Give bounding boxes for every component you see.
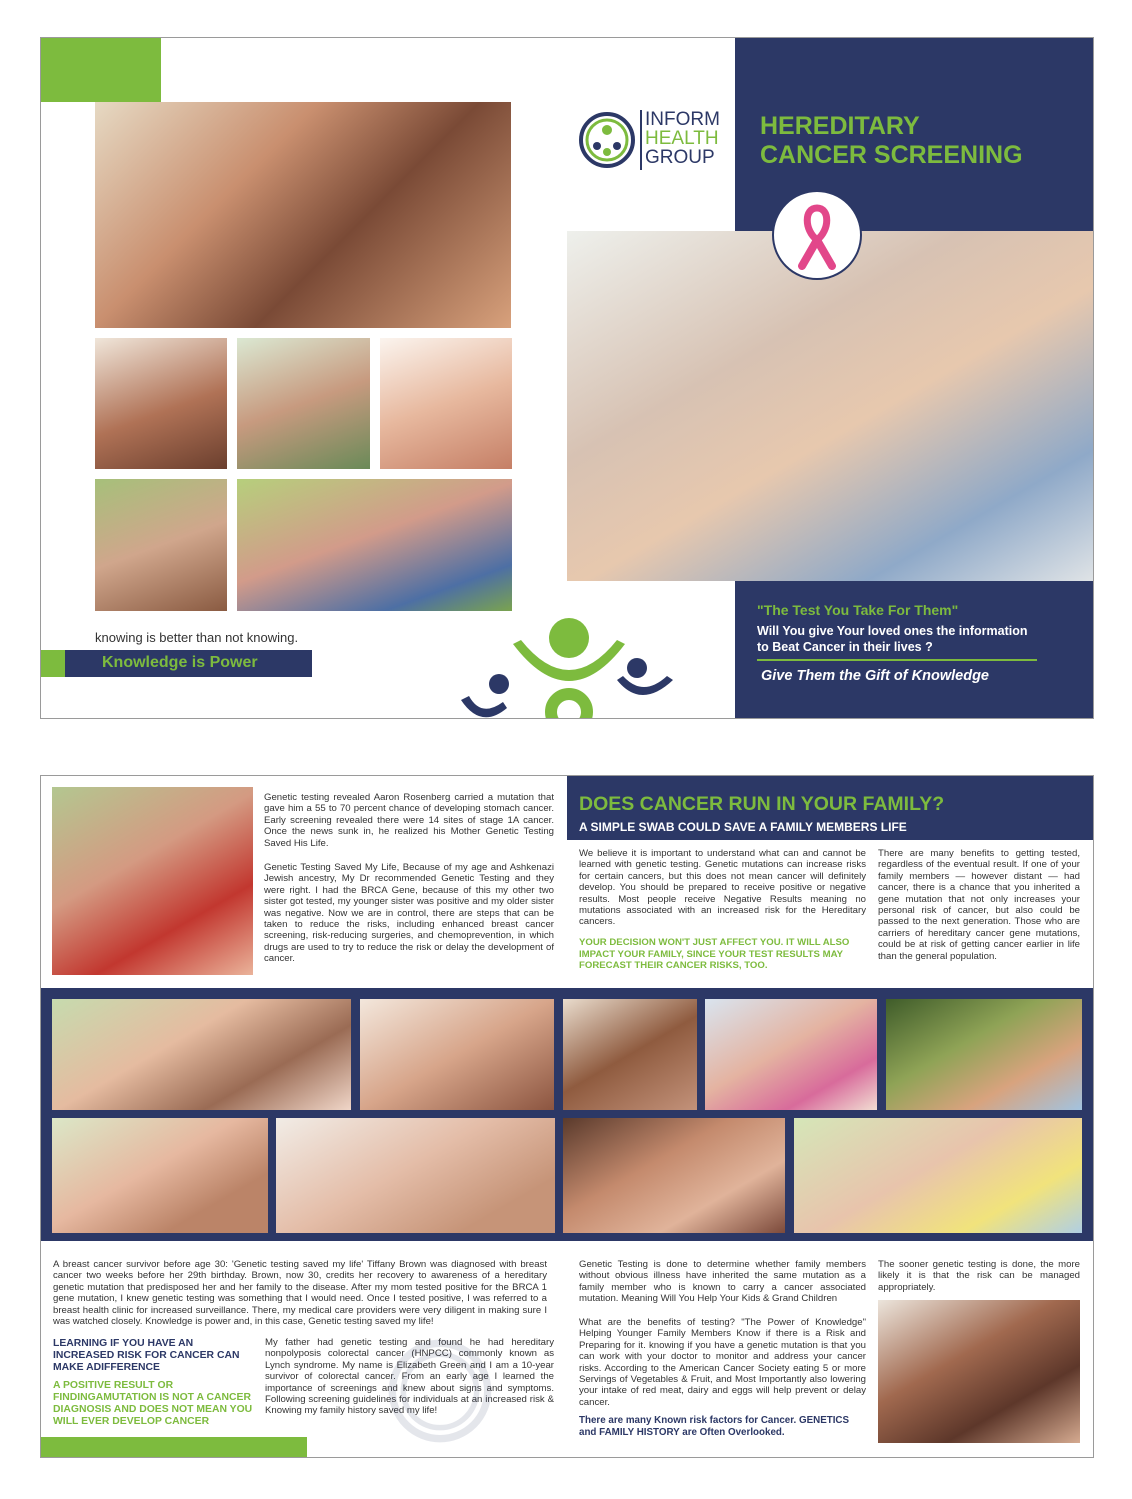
photo-family-outdoors	[237, 479, 512, 611]
positive-highlight: A POSITIVE RESULT OR FINDINGAMUTATION IS NOT A CANCER DIAGNOSIS AND DOES NOT MEAN YOU WILL EVER DEVELOP CANCER	[53, 1380, 253, 1427]
photo-strip-grandpa-kiss	[276, 1118, 555, 1233]
story-elizabeth: My father had genetic testing and found he had hereditary nonpolyposis colorectal cancer (HNPCC) commonly known as Lynch syndrome. My name is Elizabeth Green and I am a 10-year survivor of colorectal cancer. From an early age I learned the importance of screenings and knew about signs and symptoms. Following screening guidelines for individuals at an increased risk & Knowing my family history saved my life!	[265, 1337, 554, 1417]
bottom-green-bar	[41, 1437, 307, 1457]
photo-large-family-group	[52, 787, 253, 975]
inside-heading: DOES CANCER RUN IN YOUR FAMILY?	[579, 793, 945, 815]
photo-strip-mother-baby	[360, 999, 554, 1110]
cover-question-line2: to Beat Cancer in their lives ?	[757, 640, 933, 654]
photo-grandparents-girl	[95, 479, 227, 611]
logo-text-health: HEALTH	[645, 128, 719, 149]
knowledge-power-banner	[65, 650, 312, 677]
photo-strip-family-1	[52, 999, 351, 1110]
ribbon-badge	[772, 190, 862, 280]
col1-highlight: YOUR DECISION WON'T JUST AFFECT YOU. IT WILL ALSO IMPACT YOUR FAMILY, SINCE YOUR TEST RESULTS MAY FORECAST THEIR CANCER RISKS, TOO.	[579, 937, 850, 971]
logo-text-group: GROUP	[645, 147, 715, 168]
cover-panel	[40, 37, 1094, 719]
pink-ribbon-icon	[774, 192, 860, 278]
cover-divider	[757, 659, 1037, 661]
logo-watermark-icon	[385, 1336, 495, 1446]
photo-multigenerational-family	[95, 102, 511, 328]
photo-strip-three-generations	[52, 1118, 268, 1233]
cover-title-line1: HEREDITARY	[760, 112, 920, 140]
photo-strip-family-2	[794, 1118, 1082, 1233]
story-aaron: Genetic testing revealed Aaron Rosenberg carried a mutation that gave him a 55 to 70 percent chance of developing stomach cancer. Early screening revealed there were 14 sites of stage 1A cancer. Once the news sunk in, he realized his Mother Genetic Testing Saved His Life.	[264, 792, 554, 849]
photo-grandmother-hug	[95, 338, 227, 469]
col1-body: We believe it is important to understand what can and cannot be learned with genetic testing. Genetic mutations can increase risks for certain cancers, but this does not mean cancer will definitely develop. You should be prepared to receive positive or negative results. Most people receive Negative Results meaning no mutations associated with an increased risk for the Hereditary cancers.	[579, 848, 866, 928]
story-tiffany: A breast cancer survivor before age 30: 'Genetic testing saved my life' Tiffany Brown was diagnosed with breast cancer two weeks before her 29th birthday. Brown, now 30, credits her recovery to awareness of a hereditary genetic mutation that predisposed her and her family to the disease. After my mom tested positive for the BRCA 1 gene mutation, I knew genetic testing was something that I would need. Once I tested positive, I was referred to a breast health clinic for increased surveillance. There, my medical care providers were very diligent in making sure I was watched closely. Knowledge is power and, in this case, Genetic testing saved my life!	[53, 1259, 547, 1328]
logo-divider	[640, 110, 642, 170]
col3-p1: Genetic Testing is done to determine whether family members without obvious illness have inherited the same mutation as a family member who is known to carry a cancer associated mutation. Meaning Will You Help Your Kids & Grand Children	[579, 1259, 866, 1305]
learning-highlight: LEARNING IF YOU HAVE AN INCREASED RISK FOR CANCER CAN MAKE ADIFFERENCE	[53, 1338, 240, 1373]
photo-grandmother-girl	[380, 338, 512, 469]
cover-quote: "The Test You Take For Them"	[757, 602, 959, 618]
knowledge-power-text: Knowledge is Power	[102, 654, 258, 671]
green-corner-block	[41, 38, 161, 102]
cover-gift: Give Them the Gift of Knowledge	[761, 668, 989, 684]
photo-strip-grandparents	[705, 999, 877, 1110]
photo-strip-women-child	[563, 1118, 785, 1233]
logo-text-inform: INFORM	[645, 109, 720, 130]
green-accent-bar	[41, 650, 65, 677]
photo-grandfather-granddaughter	[878, 1300, 1080, 1443]
cover-title-line2: CANCER SCREENING	[760, 141, 1023, 169]
col3-highlight: There are many Known risk factors for Cancer. GENETICS and FAMILY HISTORY are Often Overlooked.	[579, 1415, 850, 1438]
inside-subheading: A SIMPLE SWAB COULD SAVE A FAMILY MEMBERS LIFE	[579, 820, 907, 834]
col4-body: The sooner genetic testing is done, the more likely it is that the risk can be managed appropriately.	[878, 1259, 1080, 1293]
photo-grandfather-child	[237, 338, 370, 469]
inside-panel	[40, 775, 1094, 1458]
heading-block	[567, 776, 1093, 840]
photo-strip-hands	[886, 999, 1082, 1110]
family-people-icon	[451, 608, 691, 718]
photo-grandparents-grandchildren	[567, 231, 1093, 581]
logo-circle-icon	[577, 110, 637, 170]
brand-logo	[577, 106, 737, 176]
knowing-text: knowing is better than not knowing.	[95, 630, 299, 645]
story-brca: Genetic Testing Saved My Life, Because of my age and Ashkenazi Jewish ancestry, My Dr recommended Genetic Testing and they were right. I had the BRCA Gene, because of this my other two sister got tested, my younger sister was positive and my older sister was negative. Now we are in control, there are steps that can be taken to reduce the risks, including enhanced breast cancer screening, risk-reducing surgeries, and chemoprevention, in which drugs are used to try to reduce the risk or delay the development of cancer.	[264, 862, 554, 965]
photo-strip-hug	[563, 999, 697, 1110]
col2-body: There are many benefits to getting tested, regardless of the eventual result. If one of your family members — however distant — had cancer, there is a chance that you inherited a gene mutation that not only increases your personal risk of cancer, but also could be passed to the next generation. Those who are carriers of hereditary cancer gene mutations, could be at risk of getting cancer earlier in life than the general population.	[878, 848, 1080, 962]
col3-p2: What are the benefits of testing? "The Power of Knowledge" Helping Younger Family Members Know if there is a Risk and Preparing for it. knowing if you have a genetic mutation is that you can work with your doctor to monitor and address your cancer risks. According to the American Cancer Society eating 5 or more Servings of Vegetables & Fruit, and Most Importantly also lowering your intake of red meat, dairy and eggs will help prevent or delay cancer.	[579, 1317, 866, 1408]
cover-question-line1: Will You give Your loved ones the information	[757, 624, 1028, 638]
